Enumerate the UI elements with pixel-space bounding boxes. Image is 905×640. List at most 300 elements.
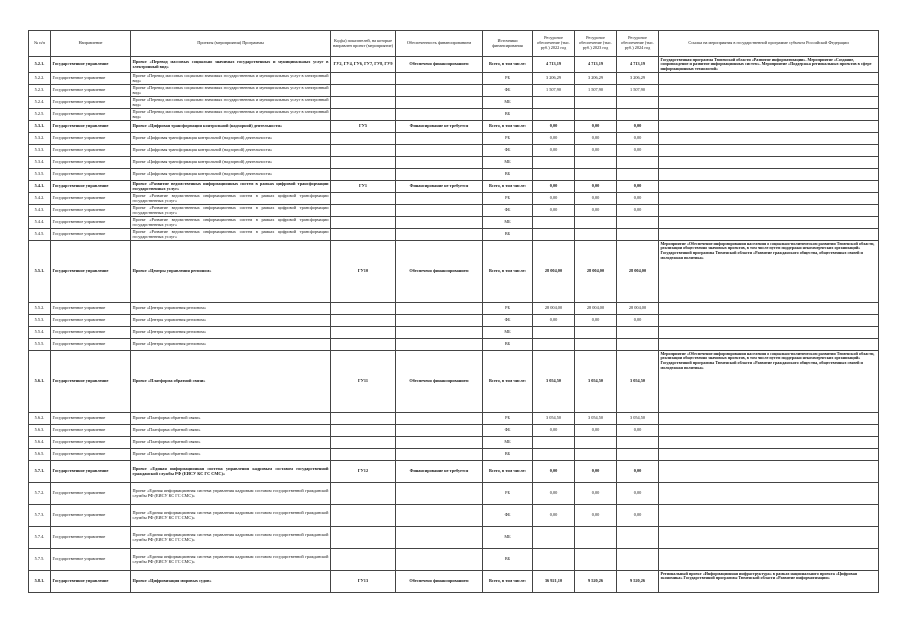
cell-num: 5.2.3. [29,85,51,97]
cell-direction: Государственное управление [51,169,131,181]
cell-2024 [617,549,659,571]
cell-source: ФБ [483,145,533,157]
cell-funding [396,315,483,327]
cell-direction: Государственное управление [51,193,131,205]
cell-num: 5.8.1. [29,571,51,593]
cell-funding [396,505,483,527]
cell-source: МБ [483,217,533,229]
cell-source: ВБ [483,449,533,461]
cell-2023: 0,00 [575,181,617,193]
cell-2022 [533,229,575,241]
cell-2023 [575,157,617,169]
cell-codes [331,85,396,97]
cell-direction: Государственное управление [51,205,131,217]
cell-2023: 3 054,50 [575,413,617,425]
cell-codes [331,437,396,449]
cell-direction: Государственное управление [51,425,131,437]
cell-funding [396,169,483,181]
cell-2024: 28 004,00 [617,241,659,303]
cell-ref: Региональный проект «Информационная инфраструктура» в рамках национального проекта «Цифровая экономика» Государственной программы Тюменской области «Развитие информатизации» [659,571,879,593]
cell-num: 5.7.1. [29,461,51,483]
table-row [29,315,879,327]
cell-2023: 3 054,50 [575,351,617,413]
cell-2024 [617,97,659,109]
table-row [29,193,879,205]
cell-2022 [533,327,575,339]
cell-source: ВБ [483,229,533,241]
cell-funding: Финансирование не требуется [396,121,483,133]
cell-2023: 0,00 [575,483,617,505]
cell-direction: Государственное управление [51,217,131,229]
cell-codes [331,169,396,181]
cell-ref [659,505,879,527]
cell-2024 [617,217,659,229]
table-body [29,57,879,593]
cell-2022 [533,437,575,449]
table-row [29,73,879,85]
cell-2023: 0,00 [575,461,617,483]
table-row [29,229,879,241]
cell-direction: Государственное управление [51,327,131,339]
cell-2024 [617,339,659,351]
cell-2023: 0,00 [575,133,617,145]
cell-ref [659,549,879,571]
table-row [29,303,879,315]
table-row [29,483,879,505]
cell-codes: ГУ13 [331,571,396,593]
cell-num: 5.4.3. [29,205,51,217]
cell-project: Проект «Перевод массовых социально значимых государственных и муниципальных услуг в электронный вид» [132,84,329,95]
cell-2022: 4 713,19 [533,57,575,73]
cell-2024 [617,437,659,449]
cell-2022 [533,109,575,121]
cell-2022: 0,00 [533,425,575,437]
table-row [29,449,879,461]
cell-2022: 0,00 [533,121,575,133]
cell-codes [331,109,396,121]
cell-num: 5.4.4. [29,217,51,229]
funding-table [28,30,879,593]
cell-codes: ГУ10 [331,241,396,303]
cell-2024: 0,00 [617,483,659,505]
cell-project: Проект «Развитие ведомственных информационных систем в рамках цифровой трансформации государственных услуг» [132,180,329,191]
cell-2022 [533,97,575,109]
cell-codes [331,157,396,169]
cell-source: ВБ [483,169,533,181]
cell-2022 [533,339,575,351]
cell-ref [659,425,879,437]
cell-2024: 3 054,50 [617,351,659,413]
cell-project: Проект «Цифровая трансформация контрольной (надзорной) деятельности» [131,133,331,145]
cell-2024 [617,109,659,121]
cell-direction: Государственное управление [51,351,131,413]
cell-num: 5.5.4. [29,327,51,339]
cell-direction: Государственное управление [51,315,131,327]
cell-ref [659,97,879,109]
cell-direction: Государственное управление [51,73,131,85]
cell-2022: 0,00 [533,181,575,193]
cell-project: Проект «Перевод массовых социально значимых государственных и муниципальных услуг в электронный вид» [131,57,331,73]
cell-2023: 0,00 [575,205,617,217]
table-row [29,413,879,425]
cell-direction: Государственное управление [51,339,131,351]
cell-source: РБ [483,413,533,425]
table-row [29,461,879,483]
cell-2024: 0,00 [617,315,659,327]
table-row [29,145,879,157]
cell-2023 [575,109,617,121]
cell-project: Проект «Платформа обратной связи» [131,425,331,437]
cell-codes: ГУ5 [331,121,396,133]
cell-direction: Государственное управление [51,303,131,315]
table-row [29,527,879,549]
cell-funding [396,193,483,205]
cell-source: РБ [483,303,533,315]
cell-funding: Обеспечено финансированием [396,571,483,593]
cell-num: 5.2.2. [29,73,51,85]
cell-num: 5.5.1. [29,241,51,303]
cell-ref [659,205,879,217]
cell-codes [331,483,396,505]
cell-2022: 0,00 [533,133,575,145]
cell-num: 5.3.1. [29,121,51,133]
header-num: № п/п [29,31,51,57]
cell-2022: 0,00 [533,505,575,527]
cell-direction: Государственное управление [51,549,131,571]
cell-ref [659,339,879,351]
cell-2023: 28 004,00 [575,241,617,303]
cell-source: Всего, в том числе: [483,351,533,413]
cell-2023: 3 206,29 [575,73,617,85]
cell-2022: 28 004,00 [533,241,575,303]
cell-funding [396,303,483,315]
cell-ref [659,85,879,97]
cell-project: Проект «Единая информационная система управления кадровым составом государственной гражданской службы РФ (ЕИСУ КС ГС СМС)» [131,527,331,549]
table-row [29,571,879,593]
cell-project: Проект «Центры управления регионом» [131,339,331,351]
cell-source: Всего, в том числе: [483,461,533,483]
cell-codes: ГУ12 [331,461,396,483]
table-row [29,205,879,217]
cell-2023: 0,00 [575,425,617,437]
cell-codes [331,133,396,145]
cell-2024: 0,00 [617,505,659,527]
cell-2024: 9 520,26 [617,571,659,593]
cell-source: Всего, в том числе: [483,571,533,593]
cell-num: 5.3.2. [29,133,51,145]
cell-funding [396,413,483,425]
cell-2024: 4 713,19 [617,57,659,73]
cell-source: ФБ [483,85,533,97]
cell-project: Проект «Платформа обратной связи» [131,413,331,425]
cell-funding [396,109,483,121]
cell-ref [659,157,879,169]
cell-project: Проект «Развитие ведомственных информационных систем в рамках цифровой трансформации государственных услуг» [132,192,329,203]
cell-ref [659,229,879,241]
cell-direction: Государственное управление [51,461,131,483]
cell-funding: Обеспечено финансированием [396,351,483,413]
cell-codes [331,505,396,527]
cell-2024 [617,157,659,169]
cell-ref [659,483,879,505]
table-row [29,339,879,351]
cell-project: Проект «Единая информационная система управления кадровым составом государственной гражданской службы РФ (ЕИСУ КС ГС СМС)» [131,461,331,483]
cell-ref [659,327,879,339]
cell-source: МБ [483,157,533,169]
cell-2024: 0,00 [617,205,659,217]
cell-direction: Государственное управление [51,157,131,169]
cell-ref [659,437,879,449]
cell-2023 [575,527,617,549]
header-2023: Ресурсное обеспечение (тыс. руб.) 2023 год [575,31,617,57]
cell-2022: 0,00 [533,205,575,217]
cell-2024: 0,00 [617,181,659,193]
cell-ref [659,193,879,205]
cell-direction: Государственное управление [51,133,131,145]
cell-codes: ГУ1 [331,181,396,193]
cell-num: 5.4.5. [29,229,51,241]
cell-codes [331,315,396,327]
table-row [29,97,879,109]
cell-project: Проект «Перевод массовых социально значимых государственных и муниципальных услуг в электронный вид» [132,96,329,107]
cell-codes [331,425,396,437]
cell-ref [659,181,879,193]
cell-direction: Государственное управление [51,145,131,157]
cell-funding [396,145,483,157]
cell-funding [396,133,483,145]
cell-ref [659,303,879,315]
cell-2024: 3 206,29 [617,73,659,85]
table-row [29,425,879,437]
table-row [29,133,879,145]
header-project: Проекты (мероприятия) Программы [131,31,331,57]
cell-funding: Финансирование не требуется [396,461,483,483]
cell-2022 [533,449,575,461]
cell-ref [659,217,879,229]
cell-funding [396,217,483,229]
cell-2024 [617,527,659,549]
cell-2023 [575,217,617,229]
cell-num: 5.2.5. [29,109,51,121]
cell-2022 [533,549,575,571]
cell-project: Проект «Развитие ведомственных информационных систем в рамках цифровой трансформации государственных услуг» [132,228,329,239]
cell-source: МБ [483,327,533,339]
cell-num: 5.4.2. [29,193,51,205]
cell-direction: Государственное управление [51,449,131,461]
cell-num: 5.2.4. [29,97,51,109]
table-header-row [29,31,879,57]
cell-source: Всего, в том числе: [483,241,533,303]
cell-source: ВБ [483,549,533,571]
cell-project: Проект «Единая информационная система управления кадровым составом государственной гражданской службы РФ (ЕИСУ КС ГС СМС)» [131,505,331,527]
cell-2022 [533,217,575,229]
cell-direction: Государственное управление [51,57,131,73]
cell-project: Проект «Развитие ведомственных информационных систем в рамках цифровой трансформации государственных услуг» [132,216,329,227]
cell-funding: Финансирование не требуется [396,181,483,193]
cell-funding [396,205,483,217]
cell-direction: Государственное управление [51,109,131,121]
cell-2024: 0,00 [617,133,659,145]
cell-direction: Государственное управление [51,527,131,549]
cell-num: 5.5.5. [29,339,51,351]
cell-2022: 3 054,50 [533,351,575,413]
cell-num: 5.5.2. [29,303,51,315]
cell-codes [331,229,396,241]
cell-2022: 36 921,10 [533,571,575,593]
cell-direction: Государственное управление [51,229,131,241]
cell-ref [659,73,879,85]
cell-2022 [533,169,575,181]
cell-ref [659,133,879,145]
cell-2022 [533,157,575,169]
cell-2023: 9 520,26 [575,571,617,593]
cell-ref: Мероприятие «Обеспечение информирования населения о социально-политическом развитии Тюменской области, реализации общественно значимых проектов, в том числе путем поддержки некоммерческих организаций» Государственной программы Тюменской области «Развитие гражданского общества, общественных связей и молодежная политика» [659,351,879,413]
cell-num: 5.7.3. [29,505,51,527]
cell-num: 5.2.1. [29,57,51,73]
cell-direction: Государственное управление [51,437,131,449]
cell-ref [659,527,879,549]
cell-project: Проект «Платформа обратной связи» [131,351,331,413]
cell-codes [331,549,396,571]
cell-ref: Государственная программа Тюменской области «Развитие информатизации». Мероприятие «Создание, сопровождение и развитие информационных систем». Мероприятие «Поддержка региональных проектов в сфере информационных технологий» [659,57,879,73]
cell-2023 [575,339,617,351]
cell-funding [396,483,483,505]
header-2022: Ресурсное обеспечение (тыс. руб.) 2022 год [533,31,575,57]
cell-source: Всего, в том числе: [483,121,533,133]
cell-project: Проект «Цифровая трансформация контрольной (надзорной) деятельности» [131,157,331,169]
cell-2024 [617,169,659,181]
cell-project: Проект «Цифровая трансформация контрольной (надзорной) деятельности» [131,169,331,181]
cell-ref [659,461,879,483]
header-direction: Направление [51,31,131,57]
cell-2022: 0,00 [533,461,575,483]
table-row [29,157,879,169]
cell-2024: 1 507,90 [617,85,659,97]
cell-project: Проект «Платформа обратной связи» [131,449,331,461]
cell-2023 [575,549,617,571]
cell-direction: Государственное управление [51,483,131,505]
cell-2022: 0,00 [533,145,575,157]
table-row [29,437,879,449]
cell-project: Проект «Цифровая трансформация контрольной (надзорной) деятельности» [131,145,331,157]
header-funding-need: Обеспеченность финансированием [396,31,483,57]
table-row [29,327,879,339]
cell-num: 5.7.2. [29,483,51,505]
cell-source: РБ [483,133,533,145]
cell-funding [396,157,483,169]
cell-num: 5.3.4. [29,157,51,169]
cell-source: ФБ [483,505,533,527]
cell-2022: 3 206,29 [533,73,575,85]
cell-2023: 0,00 [575,315,617,327]
cell-direction: Государственное управление [51,181,131,193]
cell-2022: 0,00 [533,483,575,505]
cell-source: МБ [483,527,533,549]
cell-ref [659,169,879,181]
cell-codes [331,145,396,157]
cell-project: Проект «Центры управления регионом» [131,315,331,327]
cell-2023: 28 004,00 [575,303,617,315]
cell-num: 5.6.5. [29,449,51,461]
header-ref: Ссылка на мероприятия в государственной программе субъекта Российской Федерации [659,31,879,57]
cell-direction: Государственное управление [51,413,131,425]
cell-num: 5.6.2. [29,413,51,425]
cell-2024 [617,229,659,241]
cell-source: МБ [483,437,533,449]
cell-num: 5.3.3. [29,145,51,157]
cell-direction: Государственное управление [51,571,131,593]
cell-project: Проект «Центры управления регионом» [131,327,331,339]
cell-direction: Государственное управление [51,241,131,303]
cell-num: 5.7.5. [29,549,51,571]
cell-2023 [575,229,617,241]
cell-2022 [533,527,575,549]
cell-codes [331,527,396,549]
cell-num: 5.6.3. [29,425,51,437]
table-row [29,109,879,121]
table-row [29,505,879,527]
cell-codes: ГУ11 [331,351,396,413]
cell-2024: 0,00 [617,425,659,437]
cell-ref [659,145,879,157]
cell-codes [331,303,396,315]
cell-num: 5.6.4. [29,437,51,449]
cell-codes [331,217,396,229]
cell-2023: 0,00 [575,505,617,527]
cell-direction: Государственное управление [51,97,131,109]
cell-2023: 0,00 [575,145,617,157]
cell-source: ФБ [483,425,533,437]
cell-funding [396,339,483,351]
cell-2023 [575,327,617,339]
cell-codes [331,205,396,217]
table-row [29,121,879,133]
cell-project: Проект «Перевод массовых социально значимых государственных и муниципальных услуг в электронный вид» [132,108,329,119]
table-row [29,85,879,97]
cell-source: Всего, в том числе: [483,181,533,193]
cell-2023 [575,169,617,181]
cell-2024 [617,327,659,339]
cell-project: Проект «Центры управления регионом» [131,241,331,303]
cell-source: Всего, в том числе: [483,57,533,73]
table-row [29,549,879,571]
cell-project: Проект «Платформа обратной связи» [131,437,331,449]
cell-2023: 4 713,19 [575,57,617,73]
cell-direction: Государственное управление [51,121,131,133]
cell-2023: 0,00 [575,193,617,205]
cell-source: РБ [483,483,533,505]
cell-codes [331,73,396,85]
cell-funding [396,327,483,339]
cell-num: 5.7.4. [29,527,51,549]
cell-2022: 1 507,90 [533,85,575,97]
cell-funding [396,97,483,109]
cell-project: Проект «Единая информационная система управления кадровым составом государственной гражданской службы РФ (ЕИСУ КС ГС СМС)» [131,483,331,505]
cell-num: 5.5.3. [29,315,51,327]
header-2024: Ресурсное обеспечение (тыс. руб.) 2024 год [617,31,659,57]
cell-source: РБ [483,73,533,85]
cell-funding [396,437,483,449]
cell-ref [659,413,879,425]
cell-2024: 0,00 [617,461,659,483]
cell-source: РБ [483,193,533,205]
cell-project: Проект «Единая информационная система управления кадровым составом государственной гражданской службы РФ (ЕИСУ КС ГС СМС)» [131,549,331,571]
cell-source: ФБ [483,315,533,327]
cell-2023 [575,97,617,109]
cell-2024: 0,00 [617,145,659,157]
cell-2024: 0,00 [617,193,659,205]
cell-source: ВБ [483,109,533,121]
